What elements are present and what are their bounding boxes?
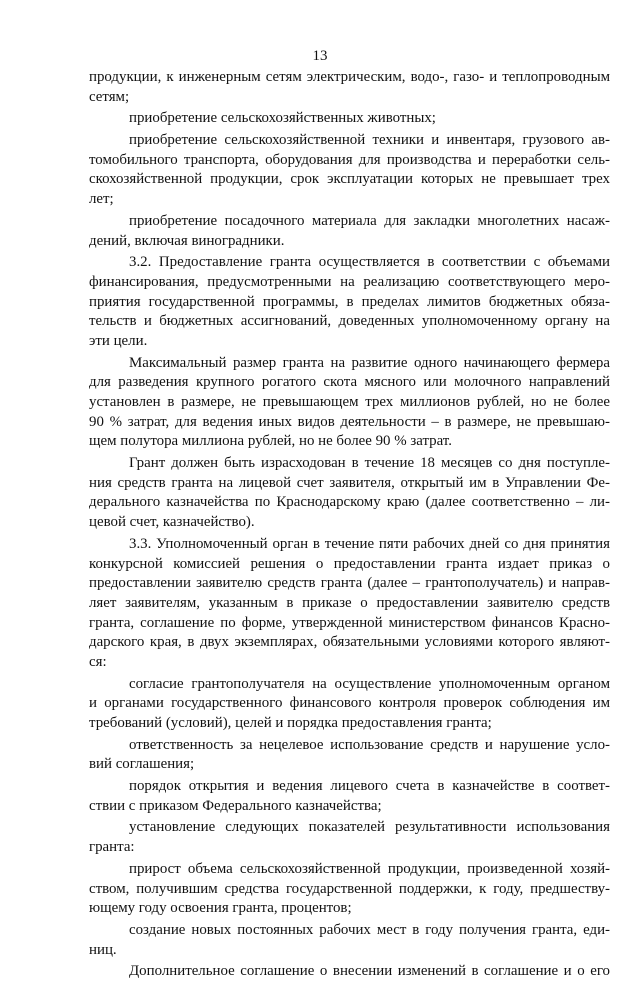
paragraph-first-line: приобретение сельскохозяйственных животных; (129, 110, 436, 127)
paragraph-first-line: установление следующих показателей результативности использования (129, 819, 610, 836)
paragraph-first-line: Максимальный размер гранта на развитие одного начинающего фермера (129, 354, 610, 371)
text-line: гранта, соглашение по форме, утвержденной министерством финансов Красно- (89, 614, 610, 631)
paragraph-first-line: прирост объема сельскохозяйственной продукции, произведенной хозяй- (129, 860, 610, 877)
text-line: дерального казначейства по Краснодарскому краю (далее соответственно – ли- (89, 494, 610, 511)
text-line: для разведения крупного рогатого скота мясного или молочного направлений (89, 374, 610, 391)
text-line: ся: (89, 653, 107, 670)
text-line: ниц. (89, 941, 117, 958)
text-line: предоставлении заявителю средств гранта (далее – грантополучатель) и направ- (89, 575, 610, 592)
text-line: лет; (89, 191, 114, 208)
paragraph-first-line: ответственность за нецелевое использование средств и нарушение усло- (129, 736, 610, 753)
text-line: требований (условий), целей и порядка предоставления гранта; (89, 715, 492, 731)
text-line: тельств и бюджетных ассигнований, доведенных уполномоченному органу на (89, 313, 610, 330)
text-line: установлен в размере, не превышающем трех миллионов рублей, но не более (89, 394, 610, 410)
text-line: приятия государственной программы, в пределах лимитов бюджетных обяза- (89, 293, 610, 310)
document-body (89, 68, 610, 982)
text-line: скохозяйственной продукции, срок эксплуатации которых не превышает трех (89, 171, 610, 188)
paragraph-first-line: приобретение сельскохозяйственной техники и инвентаря, грузового ав- (129, 132, 610, 149)
page-number: 13 (312, 48, 328, 64)
text-line: ния средств гранта на лицевой счет заявителя, открытый им в Управлении Фе- (89, 474, 610, 491)
paragraph-first-line: Грант должен быть израсходован в течение 18 месяцев со дня поступле- (129, 455, 610, 472)
text-line: финансирования, предусмотренными на реализацию соответствующего меро- (89, 273, 610, 290)
text-line: сетям; (89, 88, 130, 105)
text-line: 90 % затрат, для ведения иных видов деятельности – в размере, не превышаю- (89, 413, 610, 430)
text-line: ляет заявителям, указанным в приказе о предоставлении заявителю средств (89, 594, 610, 611)
text-line: ствии с приказом Федерального казначейства; (89, 797, 382, 814)
paragraph-first-line: Дополнительное соглашение о внесении изменений в соглашение и о его (129, 963, 610, 980)
text-line: гранта: (89, 839, 135, 856)
text-line: вий соглашения; (89, 756, 195, 773)
paragraph-first-line: приобретение посадочного материала для закладки многолетних насаж- (129, 212, 610, 229)
paragraph-first-line: 3.3. Уполномоченный орган в течение пяти рабочих дней со дня принятия (129, 535, 610, 552)
text-line: ющему году освоения гранта, процентов; (89, 900, 352, 917)
text-line: ством, получившим средства государственной поддержки, к году, предшеству- (89, 880, 610, 897)
text-line: дарского края, в двух экземплярах, обязательными условиями которого являют- (89, 634, 610, 651)
paragraph-first-line: 3.2. Предоставление гранта осуществляется в соответствии с объемами (129, 254, 610, 271)
text-line: цевой счет, казначейство). (89, 514, 255, 531)
text-line: щем полутора миллиона рублей, но не более 90 % затрат. (89, 433, 452, 450)
text-line: и органами государственного финансового контроля проверок соблюдения им (89, 695, 610, 712)
text-line: дений, включая виноградники. (89, 232, 285, 249)
paragraph-first-line: порядок открытия и ведения лицевого счета в казначействе в соответ- (129, 778, 610, 795)
text-line: томобильного транспорта, оборудования для производства и переработки сель- (89, 151, 610, 168)
text-line: конкурсной комиссией решения о предоставлении гранта издает приказ о (89, 555, 610, 572)
text-line: продукции, к инженерным сетям электрическим, водо-, газо- и теплопроводным (89, 69, 610, 85)
paragraph-first-line: создание новых постоянных рабочих мест в году получения гранта, еди- (129, 921, 610, 938)
paragraph-first-line: согласие грантополучателя на осуществление уполномоченным органом (129, 675, 610, 692)
text-line: эти цели. (89, 332, 148, 349)
